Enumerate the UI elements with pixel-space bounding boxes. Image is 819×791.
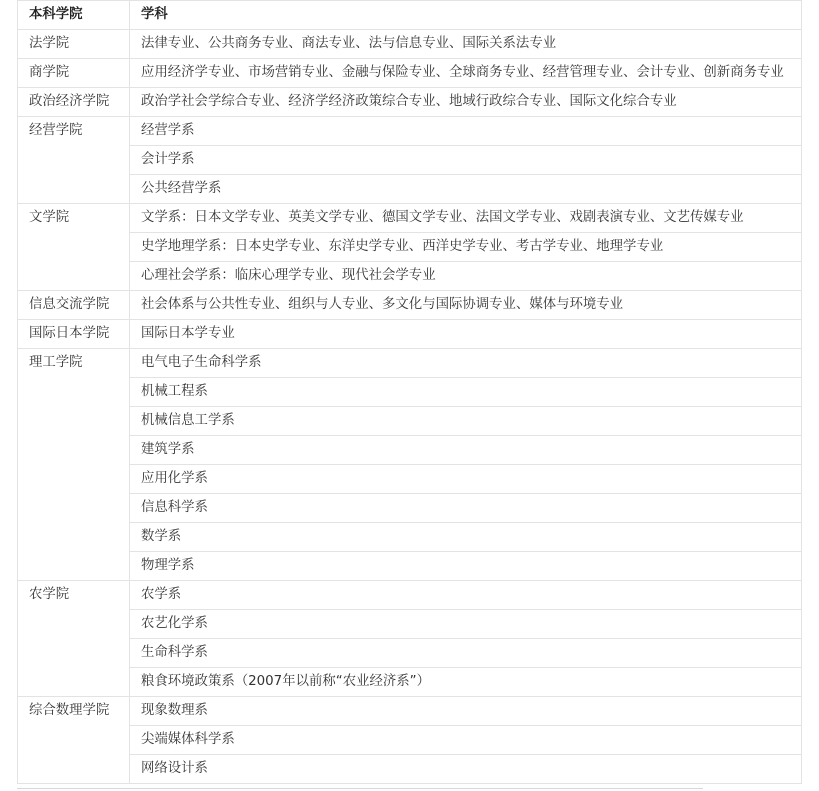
subject-cell: 物理学系 xyxy=(130,552,802,581)
table-row xyxy=(18,697,802,726)
school-cell: 国际日本学院 xyxy=(18,320,130,349)
subject-cell: 尖端媒体科学系 xyxy=(130,726,802,755)
table-row xyxy=(18,233,802,262)
table-row xyxy=(18,581,802,610)
table-row xyxy=(18,59,802,88)
table-row xyxy=(18,494,802,523)
table-body xyxy=(18,30,802,784)
table-row xyxy=(18,30,802,59)
subject-cell: 史学地理学系：日本史学专业、东洋史学专业、西洋史学专业、考古学专业、地理学专业 xyxy=(130,233,802,262)
table-row xyxy=(18,349,802,378)
table-row xyxy=(18,117,802,146)
school-cell: 农学院 xyxy=(18,581,130,697)
subject-cell: 电气电子生命科学系 xyxy=(130,349,802,378)
subject-cell: 心理社会学系：临床心理学专业、现代社会学专业 xyxy=(130,262,802,291)
table-row xyxy=(18,291,802,320)
subject-cell: 农艺化学系 xyxy=(130,610,802,639)
table-row xyxy=(18,639,802,668)
school-cell: 综合数理学院 xyxy=(18,697,130,784)
table-row xyxy=(18,610,802,639)
subject-cell: 信息科学系 xyxy=(130,494,802,523)
school-cell: 理工学院 xyxy=(18,349,130,581)
table-row xyxy=(18,262,802,291)
school-cell: 文学院 xyxy=(18,204,130,291)
subject-cell: 应用化学系 xyxy=(130,465,802,494)
table-row xyxy=(18,320,802,349)
header-subject: 学科 xyxy=(130,1,802,30)
table-header-row xyxy=(18,1,802,30)
school-cell: 经营学院 xyxy=(18,117,130,204)
subject-cell: 建筑学系 xyxy=(130,436,802,465)
subject-cell: 法律专业、公共商务专业、商法专业、法与信息专业、国际关系法专业 xyxy=(130,30,802,59)
table-row xyxy=(18,755,802,784)
subject-cell: 数学系 xyxy=(130,523,802,552)
subject-cell: 会计学系 xyxy=(130,146,802,175)
table-row xyxy=(18,465,802,494)
table-row xyxy=(18,523,802,552)
subject-cell: 生命科学系 xyxy=(130,639,802,668)
bottom-divider xyxy=(17,788,703,789)
school-cell: 法学院 xyxy=(18,30,130,59)
subject-cell: 社会体系与公共性专业、组织与人专业、多文化与国际协调专业、媒体与环境专业 xyxy=(130,291,802,320)
subject-cell: 政治学社会学综合专业、经济学经济政策综合专业、地域行政综合专业、国际文化综合专业 xyxy=(130,88,802,117)
table-row xyxy=(18,552,802,581)
subject-cell: 国际日本学专业 xyxy=(130,320,802,349)
subject-cell: 网络设计系 xyxy=(130,755,802,784)
subject-cell: 公共经营学系 xyxy=(130,175,802,204)
table-row xyxy=(18,88,802,117)
subject-cell: 粮食环境政策系（2007年以前称“农业经济系”） xyxy=(130,668,802,697)
subject-cell: 应用经济学专业、市场营销专业、金融与保险专业、全球商务专业、经营管理专业、会计专业、创新商务专业 xyxy=(130,59,802,88)
table-row xyxy=(18,436,802,465)
school-cell: 商学院 xyxy=(18,59,130,88)
subject-cell: 现象数理系 xyxy=(130,697,802,726)
faculty-table-container xyxy=(17,0,801,784)
table-row xyxy=(18,378,802,407)
school-cell: 信息交流学院 xyxy=(18,291,130,320)
table-row xyxy=(18,726,802,755)
table-row xyxy=(18,204,802,233)
table-row xyxy=(18,146,802,175)
table-row xyxy=(18,175,802,204)
subject-cell: 机械信息工学系 xyxy=(130,407,802,436)
header-school: 本科学院 xyxy=(18,1,130,30)
school-cell: 政治经济学院 xyxy=(18,88,130,117)
table-row xyxy=(18,668,802,697)
subject-cell: 机械工程系 xyxy=(130,378,802,407)
faculty-table xyxy=(17,0,802,784)
subject-cell: 农学系 xyxy=(130,581,802,610)
subject-cell: 经营学系 xyxy=(130,117,802,146)
subject-cell: 文学系：日本文学专业、英美文学专业、德国文学专业、法国文学专业、戏剧表演专业、文艺传媒专业 xyxy=(130,204,802,233)
table-row xyxy=(18,407,802,436)
